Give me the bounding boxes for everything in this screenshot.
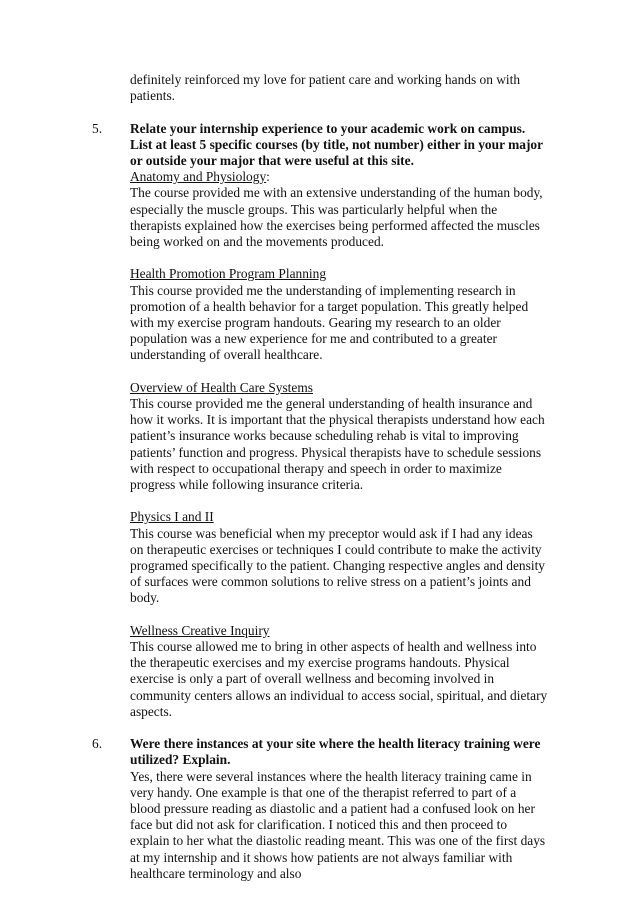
question-6	[92, 736, 548, 882]
course-description: This course provided me the general understanding of health insurance and how it works. It is important that the physical therapists understand how each patient’s insurance works because scheduling rehab is vital to improving patients’ function and progress. Physical therapists have to schedule sessions with respect to occupational therapy and speech in order to maximize progress while following insurance criteria.	[130, 396, 545, 493]
question-text: Relate your internship experience to your academic work on campus. List at least 5 specific courses (by title, not number) either in your major or outside your major that were useful at this site.	[130, 120, 543, 168]
question-5	[92, 121, 548, 720]
course-heading	[130, 623, 548, 639]
course-description: The course provided me with an extensive understanding of the human body, especially the muscle groups. This was particularly helpful when the therapists explained how the exercises being performed affected the muscles being worked on and the movements produced.	[130, 185, 543, 250]
question-number: 5.	[92, 120, 103, 136]
document-content	[92, 72, 548, 898]
course-entry	[130, 169, 548, 250]
course-entry	[130, 266, 548, 363]
course-heading	[130, 266, 548, 282]
question-text: Were there instances at your site where the health literacy training were utilized? Explain.	[130, 736, 541, 768]
course-title: Physics I and II	[130, 509, 214, 525]
course-title: Anatomy and Physiology	[130, 169, 267, 185]
question-body	[130, 736, 548, 882]
course-title: Wellness Creative Inquiry	[130, 622, 270, 638]
course-description: This course was beneficial when my preceptor would ask if I had any ideas on therapeutic exercises or techniques I could contribute to make the activity programed specifically to the patient. Changing respective angles and density of surfaces were common solutions to relive stress on a patient’s joints and body.	[130, 525, 545, 606]
course-title-suffix: :	[266, 169, 270, 185]
course-description: This course allowed me to bring in other aspects of health and wellness into the therapeutic exercises and my exercise programs handouts. Physical exercise is only a part of overall wellness and becoming involved in community centers allows an individual to access social, spiritual, and dietary aspects.	[130, 639, 548, 719]
course-entry	[130, 380, 548, 493]
course-heading	[130, 169, 548, 185]
course-title: Overview of Health Care Systems	[130, 379, 313, 395]
question-body	[130, 121, 548, 720]
course-entry	[130, 509, 548, 606]
course-title: Health Promotion Program Planning	[130, 266, 327, 282]
course-heading	[130, 380, 548, 396]
intro-paragraph: definitely reinforced my love for patient care and working hands on with patients.	[130, 72, 521, 104]
course-heading	[130, 509, 548, 525]
question-number: 6.	[92, 736, 103, 752]
course-entry	[130, 623, 548, 720]
answer-text: Yes, there were several instances where the health literacy training came in very handy. One example is that one of the therapist referred to part of a blood pressure reading as diastolic and a patient had a confused look on her face but did not ask for clarification. I noticed this and then proceed to explain to her what the diastolic reading meant. This was one of the first days at my internship and it shows how patients are not always familiar with healthcare terminology and also	[130, 768, 546, 881]
course-description: This course provided me the understanding of implementing research in promotion of a health behavior for a target population. This greatly helped with my exercise program handouts. Gearing my research to an older population was a new experience for me and contributed to a greater understanding of overall healthcare.	[130, 282, 529, 363]
